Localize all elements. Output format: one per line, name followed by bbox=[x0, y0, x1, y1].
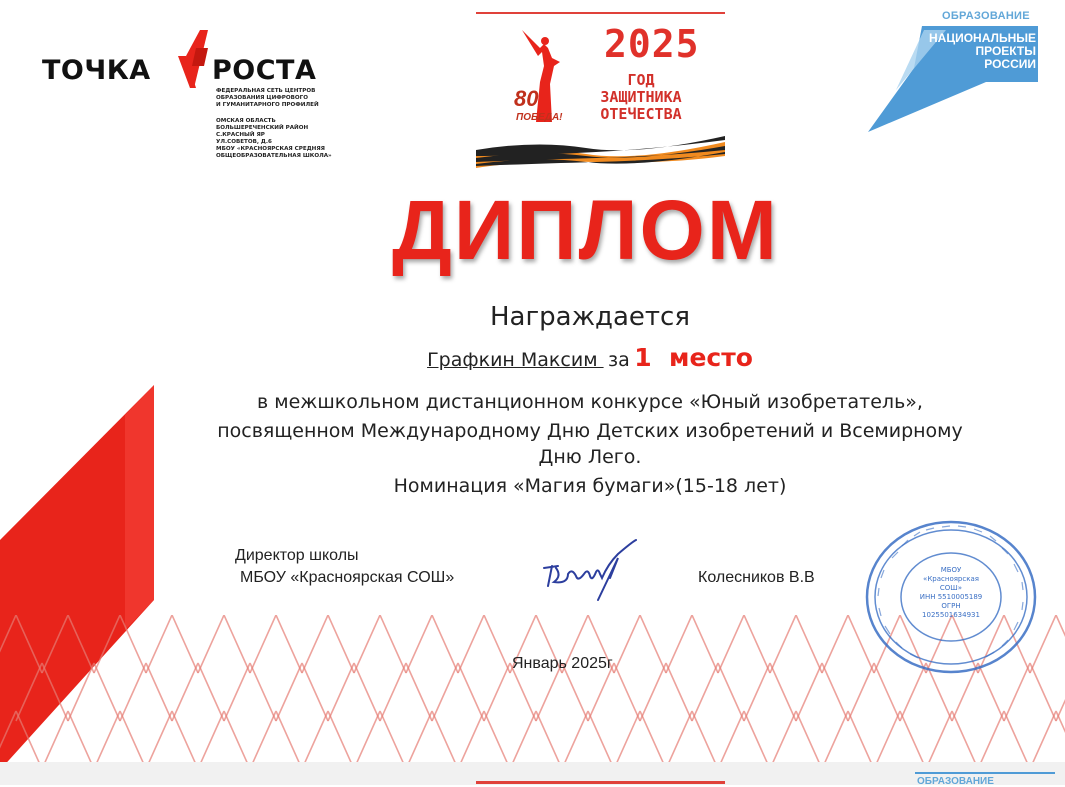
stamp-line: 1025501634931 bbox=[922, 611, 980, 619]
diploma-date: Январь 2025г bbox=[512, 655, 613, 672]
recipient-line bbox=[0, 343, 1065, 372]
logo-subtitle-line: ОБРАЗОВАНИЯ ЦИФРОВОГО bbox=[216, 95, 308, 101]
address-line: ОБЩЕОБРАЗОВАТЕЛЬНАЯ ШКОЛА» bbox=[216, 153, 332, 159]
recipient-name: Графкин Максим bbox=[427, 349, 604, 371]
np-text bbox=[916, 32, 1036, 71]
np-line: НАЦИОНАЛЬНЫЕ bbox=[929, 31, 1036, 45]
lattice-stroke bbox=[198, 615, 250, 673]
banner-line: ЗАЩИТНИКА bbox=[600, 88, 682, 106]
np-line: ПРОЕКТЫ bbox=[975, 44, 1036, 58]
lattice-stroke bbox=[94, 615, 146, 673]
year-defender-banner bbox=[476, 16, 725, 168]
np-education-label: ОБРАЗОВАНИЕ bbox=[942, 10, 1030, 22]
logo-subtitle-line: И ГУМАНИТАРНОГО ПРОФИЛЕЙ bbox=[216, 102, 319, 108]
address-line: УЛ.СОВЕТОВ, Д.6 bbox=[216, 139, 272, 145]
logo-subtitle-line: ФЕДЕРАЛЬНАЯ СЕТЬ ЦЕНТРОВ bbox=[216, 88, 316, 94]
director-role: Директор школы bbox=[235, 547, 359, 564]
lattice-stroke bbox=[458, 615, 510, 673]
logo-subtitle bbox=[216, 88, 319, 109]
awarded-label: Награждается bbox=[490, 302, 690, 332]
school-address bbox=[216, 118, 332, 160]
lattice-stroke bbox=[406, 615, 458, 673]
address-line: ОМСКАЯ ОБЛАСТЬ bbox=[216, 118, 276, 124]
school-name: МБОУ «Красноярская СОШ» bbox=[240, 569, 455, 586]
st-george-ribbon-icon bbox=[476, 126, 725, 168]
banner-line: ОТЕЧЕСТВА bbox=[600, 105, 682, 123]
stamp-line: МБОУ bbox=[940, 566, 962, 574]
badge-victory: ПОБЕДА! bbox=[516, 112, 563, 123]
lattice-stroke bbox=[1030, 711, 1065, 769]
banner-line: ГОД bbox=[627, 71, 655, 89]
lattice-stroke bbox=[0, 711, 42, 769]
banner-subtitle bbox=[586, 72, 696, 123]
lattice-stroke bbox=[718, 615, 770, 673]
diploma-body bbox=[0, 387, 1065, 503]
body-line: Номинация «Магия бумаги»(15-18 лет) bbox=[393, 475, 787, 497]
stamp-line: «Красноярская bbox=[923, 575, 979, 583]
np-line: РОССИИ bbox=[984, 57, 1036, 71]
stamp-line: СОШ» bbox=[939, 584, 963, 592]
director-name: Колесников В.В bbox=[698, 569, 815, 586]
lattice-stroke bbox=[666, 615, 718, 673]
logo-checkmark-icon bbox=[160, 28, 218, 108]
banner-top-line bbox=[476, 12, 725, 14]
lattice-stroke bbox=[770, 615, 822, 673]
logo-word-right: РОСТА bbox=[212, 55, 317, 86]
place-awarded: 1 место bbox=[634, 343, 753, 372]
lattice-stroke bbox=[0, 615, 42, 673]
lattice-stroke bbox=[354, 615, 406, 673]
diploma-title: ДИПЛОМ bbox=[392, 183, 779, 277]
stamp-line: ОГРН bbox=[941, 602, 961, 610]
next-page-np-label: ОБРАЗОВАНИЕ bbox=[917, 776, 994, 787]
stamp-line: ИНН 5510005189 bbox=[919, 593, 983, 601]
lattice-stroke bbox=[302, 615, 354, 673]
lattice-stroke bbox=[146, 615, 198, 673]
banner-year: 2025 bbox=[604, 22, 700, 66]
lattice-stroke bbox=[250, 615, 302, 673]
body-line: в межшкольном дистанционном конкурсе «Юный изобретатель», bbox=[257, 391, 923, 413]
lattice-stroke bbox=[42, 615, 94, 673]
address-line: С.КРАСНЫЙ ЯР bbox=[216, 132, 265, 138]
address-line: БОЛЬШЕРЕЧЕНСКИЙ РАЙОН bbox=[216, 125, 309, 131]
tochka-rosta-logo bbox=[42, 28, 342, 178]
stamp-inner-text bbox=[911, 566, 991, 620]
body-line: Дню Лего. bbox=[538, 446, 642, 468]
badge-80: 80 bbox=[514, 86, 539, 111]
body-line: посвященном Международному Дню Детских изобретений и Всемирному bbox=[217, 420, 963, 442]
next-page-banner-line bbox=[476, 781, 725, 784]
lattice-stroke bbox=[614, 615, 666, 673]
logo-word-left: ТОЧКА bbox=[42, 55, 151, 86]
handwritten-signature bbox=[538, 538, 648, 608]
for-word: за bbox=[608, 349, 630, 371]
national-projects-logo bbox=[866, 0, 1056, 135]
address-line: МБОУ «КРАСНОЯРСКАЯ СРЕДНЯЯ bbox=[216, 146, 325, 152]
